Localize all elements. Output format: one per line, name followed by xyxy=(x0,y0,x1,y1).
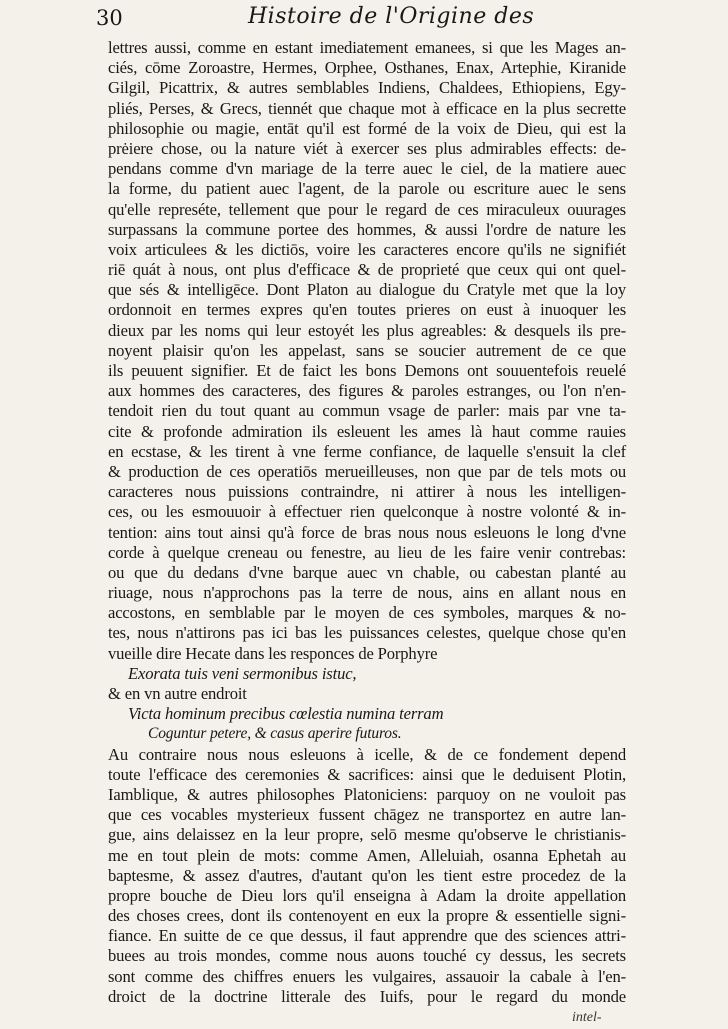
text-line: Victa hominum precibus cœlestia numina terram xyxy=(128,704,444,724)
text-line: que ces vocables mysterieux fussent chāgez ne transportez en autre lan- xyxy=(108,805,626,825)
body-text xyxy=(108,38,626,1007)
text-line: en ecstase, & les tirent à vne ferme confiance, de laquelle s'ensuit la clef xyxy=(108,441,626,461)
text-line: Iamblique, & autres philosophes Platoniciens: parquoy on ne vouloit pas xyxy=(108,784,626,804)
text-line: surpassans la commune portee des hommes, & aussi l'ordre de nature les xyxy=(108,219,626,239)
text-line: tes, nous n'attirons pas ici bas les puissances celestes, quelque chose qu'en xyxy=(108,623,626,643)
text-line: fiance. En suitte de ce que dessus, il faut apprendre que des sciences attri- xyxy=(108,926,626,946)
text-line: propre bouche de Dieu lors qu'il enseigna à Adam la droite appellation xyxy=(108,885,626,905)
running-head xyxy=(96,4,620,38)
text-line: riuage, nous n'approchons pas la terre de nous, ains en allant nous en xyxy=(108,583,626,603)
text-line: gue, ains delaissez en la leur propre, selō mesme qu'observe le christianis- xyxy=(108,825,626,845)
text-line: droict de la doctrine litterale des Iuifs, pour le regard du monde xyxy=(108,986,626,1006)
text-line: lettres aussi, comme en estant imediatement emanees, si que les Mages an- xyxy=(108,38,626,57)
text-line: riē quát à nous, ont plus d'efficace & de proprieté que ceux qui ont quel- xyxy=(108,260,626,280)
text-line: tendoit rien du tout quant au commun vsage de parler: mais par vne ta- xyxy=(108,401,626,421)
text-line: Coguntur petere, & casus aperire futuros. xyxy=(148,725,402,743)
text-line: noyent plaisir qu'on les appelast, sans se soucier autrement de ce que xyxy=(108,340,626,360)
text-line: voix articulees & les dictiōs, voire les caracteres encore qu'ils ne signifiét xyxy=(108,239,626,259)
text-line: philosophie ou magie, entāt qu'il est formé de la voix de Dieu, qui est la xyxy=(108,118,626,138)
text-line: corde à quelque creneau ou fenestre, au lieu de les faire venir contrebas: xyxy=(108,542,626,562)
catchword: intel- xyxy=(572,1010,602,1025)
text-line: prėiere chose, ou la nature viét à exercer ses plus admirables effects: de- xyxy=(108,138,626,158)
page-number: 30 xyxy=(96,6,123,30)
text-line: ils peuuent signifier. Et de faict les bons Demons ont souuentefois reuelé xyxy=(108,361,626,380)
text-line: & en vn autre endroit xyxy=(108,684,247,703)
text-line: ces, ou les esmouuoir à effectuer rien quelconque à nostre volonté & in- xyxy=(108,502,626,522)
text-line: ciés, cōme Zoroastre, Hermes, Orphee, Osthanes, Enax, Artephie, Kiranide xyxy=(108,58,626,78)
text-line: aux hommes des caracteres, des figures & paroles estranges, ou l'on n'en- xyxy=(108,381,626,401)
text-line: baptesme, & assez d'autres, d'autant qu'on les tient estre procedez de la xyxy=(108,865,626,885)
text-line: tention: ains tout ainsi qu'à force de bras nous nous esleuons le long d'vne xyxy=(108,522,626,542)
running-title: Histoire de l'Origine des xyxy=(248,4,535,29)
text-line: & production de ces operatiōs merueilleuses, non que par de tels mots ou xyxy=(108,461,626,481)
text-line: Au contraire nous nous esleuons à icelle, & de ce fondement depend xyxy=(108,744,626,764)
text-line: Exorata tuis veni sermonibus istuc, xyxy=(128,663,357,683)
text-line: ou que du dedans d'vne barque auec vn chable, ou cabestan planté au xyxy=(108,562,626,582)
text-line: qu'elle represéte, tellement que pour le regard de ces miraculeux ouurages xyxy=(108,199,626,219)
text-line: accostons, en semblable par le moyen de ces symboles, marques & no- xyxy=(108,603,626,623)
text-line: sont comme des chiffres enuers les vulgaires, assauoir la cabale à l'en- xyxy=(108,966,626,986)
text-line: vueille dire Hecate dans les responces de Porphyre xyxy=(108,643,438,663)
text-line: dieux par les noms qui leur estoyét les plus agreables: & desquels ils pre- xyxy=(108,320,626,340)
text-line: Gilgil, Picattrix, & autres semblables Indiens, Chaldees, Ethiopiens, Egy- xyxy=(108,78,626,98)
text-line: la forme, du patient auec l'agent, de la parole ou escriture auec le sens xyxy=(108,179,626,199)
text-line: ordonnoit en termes expres qu'en toutes prieres on eust à inuoquer les xyxy=(108,300,626,320)
text-line: caracteres nous puissions contraindre, ni attirer à nous les intelligen- xyxy=(108,482,626,502)
text-line: toute l'efficace des ceremonies & sacrifices: ainsi que le deduisent Plotin, xyxy=(108,764,626,784)
text-line: pendans comme d'vn mariage de la terre auec le ciel, de la matiere auec xyxy=(108,159,626,179)
text-line: des choses crees, dont ils contenoyent en eux la propre & essentielle signi- xyxy=(108,906,626,926)
text-line: buees au trois mondes, comme nous auons touché cy dessus, les secrets xyxy=(108,946,626,966)
text-line: que sés & intelligēce. Dont Platon au dialogue du Cratyle met que la loy xyxy=(108,280,626,300)
text-line: cite & profonde admiration ils esleuent les ames là haut comme rauies xyxy=(108,421,626,441)
text-line: pliés, Perses, & Grecs, tiennét que chaque mot à efficace en la plus secrette xyxy=(108,98,626,118)
text-line: me en tout plein de mots: comme Amen, Alleluiah, osanna Ephetah au xyxy=(108,845,626,865)
